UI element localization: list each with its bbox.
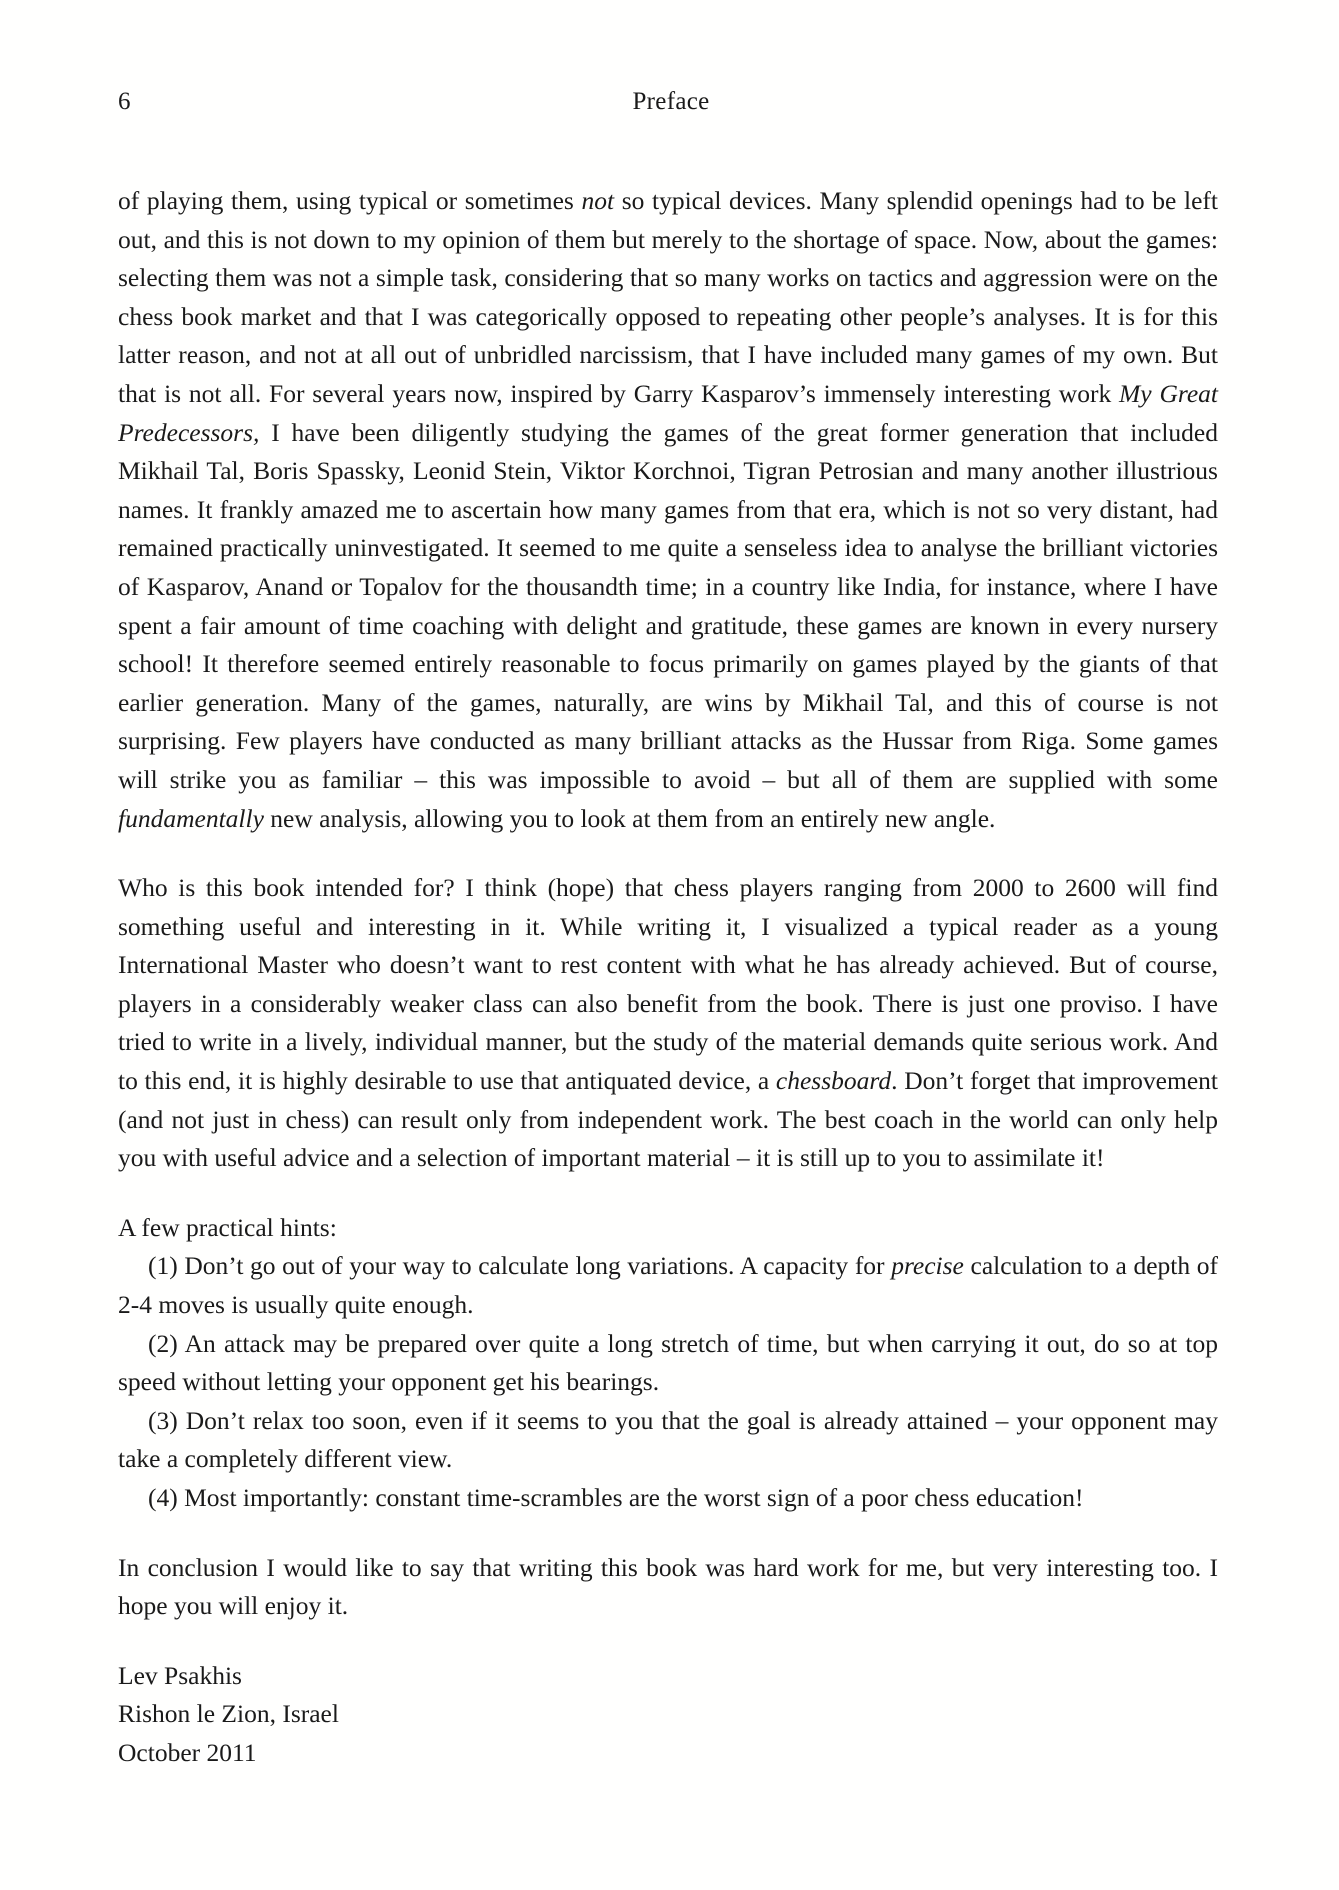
hint-item-4: (4) Most importantly: constant time-scrambles are the worst sign of a poor chess education! xyxy=(148,1483,1084,1512)
author-date: October 2011 xyxy=(118,1737,257,1767)
page-number: 6 xyxy=(118,88,131,115)
author-place: Rishon le Zion, Israel xyxy=(118,1699,339,1729)
paragraph-continuation: of playing them, using typical or sometimes not so typical devices. Many splendid openings had to be left out, and this is not down to my opinion of them but merely to the shortage of space. Now, about the games: selecting them was not a simple task, considering that so many works on tactics and aggression were on the chess book market and that I was categorically opposed to repeating other people’s analyses. It is for this latter reason, and not at all out of unbridled narcissism, that I have included many games of my own. But that is not all. For several years now, inspired by Garry Kasparov’s immensely interesting work My Great Predecessors, I have been diligently studying the games of the great former generation that included Mikhail Tal, Boris Spassky, Leonid Stein, Viktor Korchnoi, Tigran Petrosian and many another illustrious names. It frankly amazed me to ascertain how many games from that era, which is not so very distant, had remained practically uninvestigated. It seemed to me quite a senseless idea to analyse the brilliant victories of Kasparov, Anand or Topalov for the thousandth time; in a country like India, for instance, where I have spent a fair amount of time coaching with delight and gratitude, these games are known in every nursery school! It therefore seemed entirely reasonable to focus primarily on games played by the giants of that earlier generation. Many of the games, naturally, are wins by Mikhail Tal, and this of course is not surprising. Few players have conducted as many brilliant attacks as the Hussar from Riga. Some games will strike you as familiar – this was impossible to avoid – but all of them are supplied with some fundamentally new analysis, allowing you to look at them from an entirely new angle. xyxy=(118,186,1218,833)
signature-block xyxy=(118,1657,1218,1773)
paragraph-hints-intro: A few practical hints: xyxy=(118,1212,337,1242)
page-content xyxy=(118,88,1218,1773)
running-head xyxy=(118,88,1218,146)
paragraph-audience: Who is this book intended for? I think (hope) that chess players ranging from 2000 to 2600 will find something useful and interesting in it. While writing it, I visualized a typical reader as a young International Master who doesn’t want to rest content with what he has already achieved. But of course, players in a considerably weaker class can also benefit from the book. There is just one proviso. I have tried to write in a lively, individual manner, but the study of the material demands quite serious work. And to this end, it is highly desirable to use that antiquated device, a chessboard. Don’t forget that improvement (and not just in chess) can result only from independent work. The best coach in the world can only help you with useful advice and a selection of important material – it is still up to you to assimilate it! xyxy=(118,873,1218,1173)
page-title: Preface xyxy=(632,88,710,115)
hint-item-3: (3) Don’t relax too soon, even if it seems to you that the goal is already attained – your opponent may take a completely different view. xyxy=(118,1405,1218,1474)
hint-item-1: (1) Don’t go out of your way to calculate long variations. A capacity for precise calculation to a depth of 2-4 moves is usually quite enough. xyxy=(118,1251,1218,1320)
body-text xyxy=(118,182,1218,1773)
hint-item-2: (2) An attack may be prepared over quite a long stretch of time, but when carrying it out, do so at top speed without letting your opponent get his bearings. xyxy=(118,1328,1218,1397)
paragraph-conclusion: In conclusion I would like to say that writing this book was hard work for me, but very interesting too. I hope you will enjoy it. xyxy=(118,1552,1218,1621)
author-name: Lev Psakhis xyxy=(118,1660,242,1690)
